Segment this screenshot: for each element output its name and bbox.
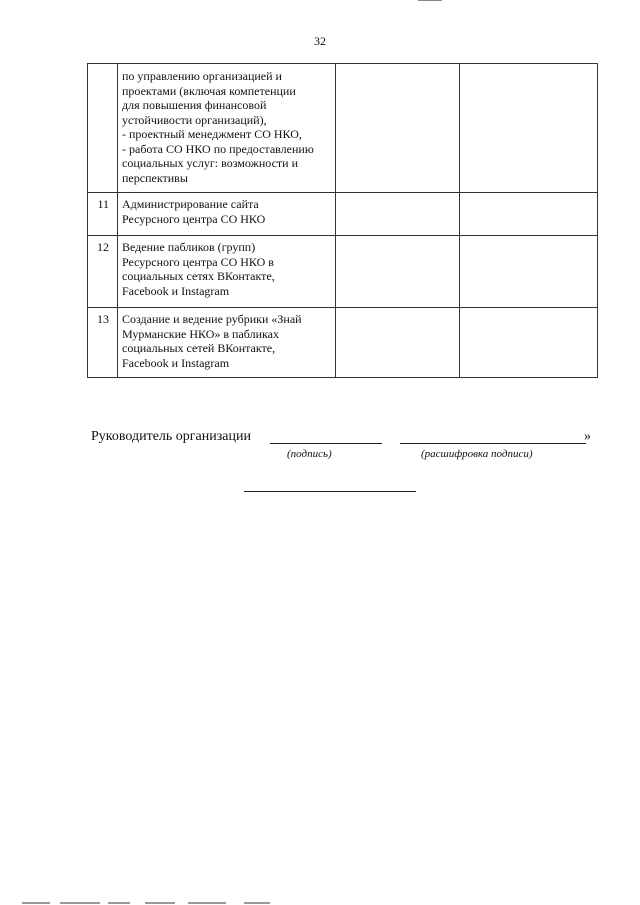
row-number: 12	[88, 236, 118, 308]
row-text-line: устойчивости организаций),	[122, 112, 267, 127]
row-text-line: социальных сетях ВКонтакте,	[122, 269, 275, 283]
empty-cell	[460, 236, 598, 308]
row-text-line: социальных сетей ВКонтакте,	[122, 341, 276, 355]
row-description	[118, 193, 336, 236]
row-text-line: Facebook и Instagram	[122, 283, 230, 298]
row-text-line: - проектный менеджмент СО НКО,	[122, 127, 302, 141]
scan-mark	[188, 902, 226, 904]
row-text-line: - работа СО НКО по предоставлению	[122, 141, 314, 156]
name-decoding-line	[400, 443, 586, 444]
empty-cell	[460, 193, 598, 236]
row-number	[88, 64, 118, 193]
empty-cell	[336, 236, 460, 308]
scan-mark	[22, 902, 50, 904]
row-text-line: Facebook и Instagram	[122, 355, 230, 370]
row-description	[118, 64, 336, 193]
empty-cell	[336, 193, 460, 236]
scan-mark-top	[418, 0, 442, 1]
table-row	[88, 308, 598, 378]
row-text-line: проектами (включая компетенции	[122, 83, 296, 98]
table-row	[88, 64, 598, 193]
row-text-line: по управлению организацией и	[122, 69, 282, 83]
scan-mark	[244, 902, 270, 904]
name-decoding-caption: (расшифровка подписи)	[421, 448, 533, 460]
empty-cell	[460, 308, 598, 378]
row-text-line: Ведение пабликов (групп)	[122, 240, 256, 254]
row-text-line: Ресурсного центра СО НКО в	[122, 254, 274, 269]
row-text-line: для повышения финансовой	[122, 98, 267, 112]
empty-cell	[336, 308, 460, 378]
scan-mark	[145, 902, 175, 904]
row-number: 13	[88, 308, 118, 378]
services-table	[87, 63, 598, 378]
empty-cell	[336, 64, 460, 193]
signature-line	[270, 443, 382, 444]
signature-block	[91, 429, 591, 469]
row-text-line: социальных услуг: возможности и	[122, 156, 298, 170]
signature-caption: (подпись)	[287, 448, 332, 460]
page-number: 32	[314, 34, 326, 48]
empty-cell	[460, 64, 598, 193]
row-text-line: Администрирование сайта	[122, 197, 259, 211]
scan-mark	[60, 902, 100, 904]
row-text-line: Мурманские НКО» в пабликах	[122, 326, 279, 341]
scan-marks-bottom	[0, 900, 640, 905]
row-text-line: Создание и ведение рубрики «Знай	[122, 312, 302, 326]
scan-mark	[108, 902, 130, 904]
table-row	[88, 236, 598, 308]
row-description	[118, 236, 336, 308]
end-of-document-rule	[244, 491, 416, 492]
table-row	[88, 193, 598, 236]
row-description	[118, 308, 336, 378]
row-text-line: Ресурсного центра СО НКО	[122, 211, 266, 226]
signature-label: Руководитель организации	[91, 429, 251, 444]
closing-quote: »	[584, 429, 591, 444]
row-number: 11	[88, 193, 118, 236]
row-text-line: перспективы	[122, 170, 188, 185]
